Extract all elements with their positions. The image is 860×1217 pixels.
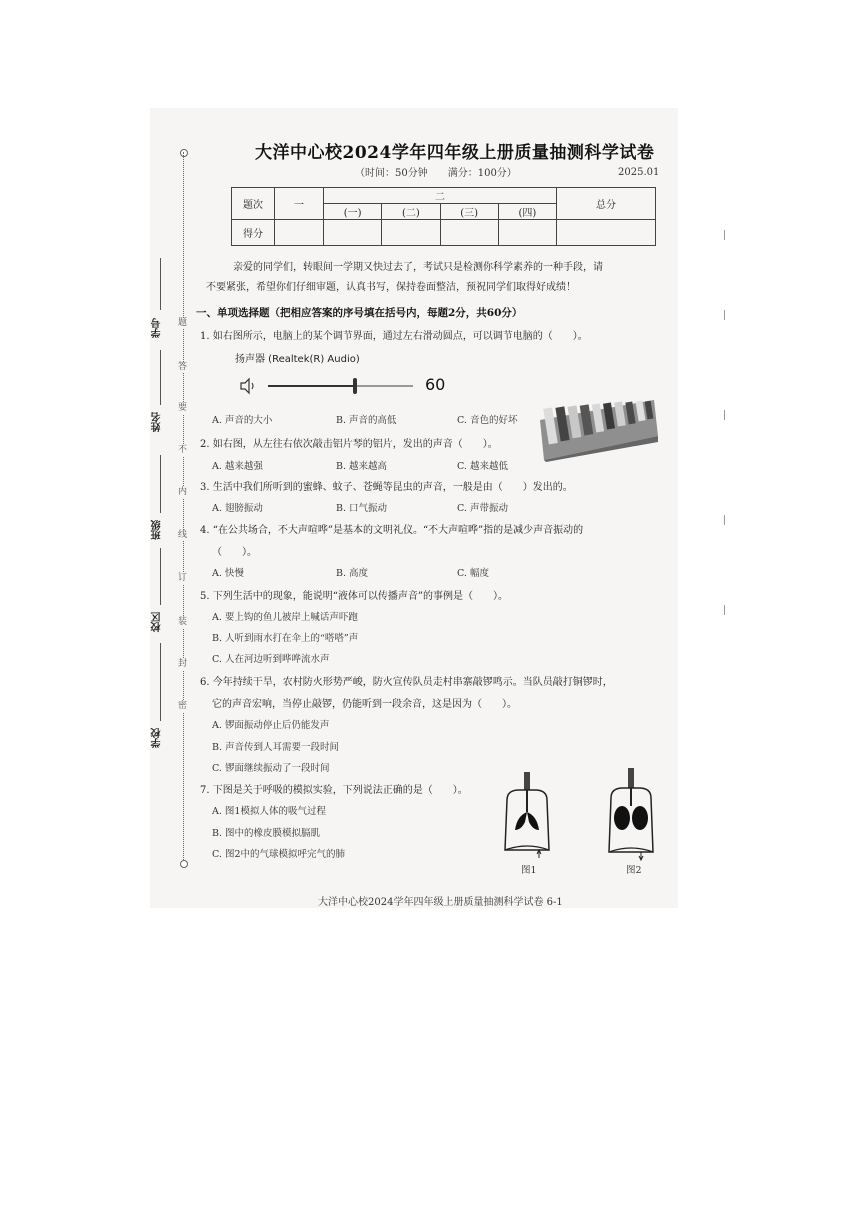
score-subpart: (一)	[324, 204, 382, 220]
page-footer: 大洋中心校2024学年四年级上册质量抽测科学试卷 6-1	[318, 897, 563, 908]
score-cell[interactable]	[324, 220, 382, 246]
option: C. 音色的好坏	[457, 415, 518, 426]
binding-dotted-line	[183, 152, 184, 864]
blank-school	[160, 643, 161, 721]
scan-mark	[724, 410, 725, 420]
score-cell[interactable]	[440, 220, 498, 246]
figure-caption: 图2	[626, 865, 642, 876]
option: A. 锣面振动停止后仍能发声	[212, 720, 330, 731]
option: B. 图中的橡皮膜模拟膈肌	[212, 828, 321, 839]
question-text: 1. 如右图所示，电脑上的某个调节界面，通过左右滑动圆点，可以调节电脑的（ ）。	[200, 331, 588, 342]
exam-subtitle: （时间：50分钟 满分：100分）	[355, 168, 517, 179]
option: B. 人听到雨水打在伞上的“嗒嗒”声	[212, 633, 359, 644]
option: A. 快慢	[212, 568, 244, 579]
score-col-label: 题次	[232, 188, 275, 220]
score-subpart: (三)	[440, 204, 498, 220]
option: B. 越来越高	[336, 461, 388, 472]
section-heading: 一、单项选择题（把相应答案的序号填在括号内，每题2分，共60分）	[196, 307, 523, 319]
slider-thumb[interactable]	[353, 378, 357, 394]
volume-device-label: 扬声器 (Realtek(R) Audio)	[235, 354, 360, 365]
question-text: 6. 今年持续干旱，农村防火形势严峻，防火宣传队员走村串寨敲锣鸣示。当队员敲打铜锣时，	[200, 677, 613, 688]
seal-char: 内	[178, 487, 188, 497]
seal-char: 题	[178, 318, 188, 328]
breathing-model-fig2	[601, 768, 661, 864]
blank-class	[160, 455, 161, 513]
blank-campus	[160, 548, 161, 605]
seal-char: 要	[178, 403, 188, 413]
question-text: 7. 下图是关于呼吸的模拟实验，下列说法正确的是（ ）。	[200, 785, 468, 796]
question-text-cont: 它的声音宏响，当停止敲锣，仍能听到一段余音，这是因为（ ）。	[212, 699, 517, 710]
volume-value: 60	[425, 375, 446, 394]
label-campus: 校区	[152, 612, 163, 632]
question-text: 5. 下列生活中的现象，能说明“液体可以传播声音”的事例是（ ）。	[200, 591, 508, 602]
seal-char: 封	[178, 659, 188, 669]
score-row-label: 得分	[232, 220, 275, 246]
score-cell[interactable]	[557, 220, 656, 246]
option: C. 声带振动	[457, 503, 508, 514]
seal-char: 密	[178, 701, 188, 711]
score-subpart: (二)	[382, 204, 440, 220]
question-text-cont: （ ）。	[212, 547, 257, 558]
option: B. 声音传到人耳需要一段时间	[212, 742, 340, 753]
option: A. 声音的大小	[212, 415, 273, 426]
option: A. 要上钩的鱼儿被岸上喊话声吓跑	[212, 612, 358, 623]
seal-char: 装	[178, 617, 188, 627]
score-cell[interactable]	[275, 220, 324, 246]
question-text: 2. 如右图，从左往右依次敲击铝片琴的铝片，发出的声音（ ）。	[200, 439, 498, 450]
option: C. 图2中的气球模拟呼完气的肺	[212, 849, 346, 860]
option: B. 高度	[336, 568, 369, 579]
exam-date: 2025.01	[618, 167, 660, 178]
intro-line: 不要紧张，希望你们仔细审题，认真书写，保持卷面整洁，预祝同学们取得好成绩！	[206, 282, 576, 293]
question-text: 3. 生活中我们所听到的蜜蜂、蚊子、苍蝇等昆虫的声音，一般是由（ ）发出的。	[200, 482, 573, 493]
option: C. 锣面继续振动了一段时间	[212, 763, 330, 774]
label-school: 学校	[152, 728, 163, 748]
binding-hole-bottom	[180, 860, 188, 868]
exam-title: 大洋中心校2024学年四年级上册质量抽测科学试卷	[255, 143, 655, 163]
score-cell[interactable]	[382, 220, 440, 246]
blank-name	[160, 350, 161, 405]
figure-caption: 图1	[521, 865, 537, 876]
scan-mark	[724, 310, 725, 320]
score-part1: 一	[275, 188, 324, 220]
option: A. 越来越强	[212, 461, 263, 472]
score-table	[231, 187, 656, 246]
option: A. 图1模拟人体的吸气过程	[212, 806, 326, 817]
option: A. 翅膀振动	[212, 503, 263, 514]
seal-char: 线	[178, 530, 188, 540]
option: C. 幅度	[457, 568, 489, 579]
seal-char: 答	[178, 362, 188, 372]
label-class: 班级	[152, 520, 163, 540]
score-part2: 二	[324, 188, 557, 204]
question-text: 4. “在公共场合，不大声喧哗”是基本的文明礼仪。“不大声喧哗”指的是减少声音振动的	[200, 525, 584, 536]
seal-char: 不	[178, 445, 188, 455]
score-cell[interactable]	[498, 220, 556, 246]
xylophone-image	[538, 400, 660, 462]
option: C. 越来越低	[457, 461, 508, 472]
scan-mark	[724, 230, 725, 240]
breathing-model-fig1	[497, 772, 557, 868]
volume-slider[interactable]	[268, 375, 418, 397]
option: C. 人在河边听到哗哗流水声	[212, 654, 330, 665]
label-name: 姓名	[152, 412, 163, 432]
intro-line: 亲爱的同学们，转眼间一学期又快过去了，考试只是检测你科学素养的一种手段，请	[233, 262, 603, 273]
score-total: 总分	[557, 188, 656, 220]
option: B. 口气振动	[336, 503, 388, 514]
seal-char: 订	[178, 573, 188, 583]
binding-hole-top	[180, 149, 188, 157]
scan-mark	[724, 605, 725, 615]
speaker-icon	[238, 375, 268, 397]
label-student-number: 学号	[152, 318, 163, 338]
score-subpart: (四)	[498, 204, 556, 220]
option: B. 声音的高低	[336, 415, 397, 426]
scan-mark	[724, 515, 725, 525]
blank-student-number	[160, 258, 161, 310]
